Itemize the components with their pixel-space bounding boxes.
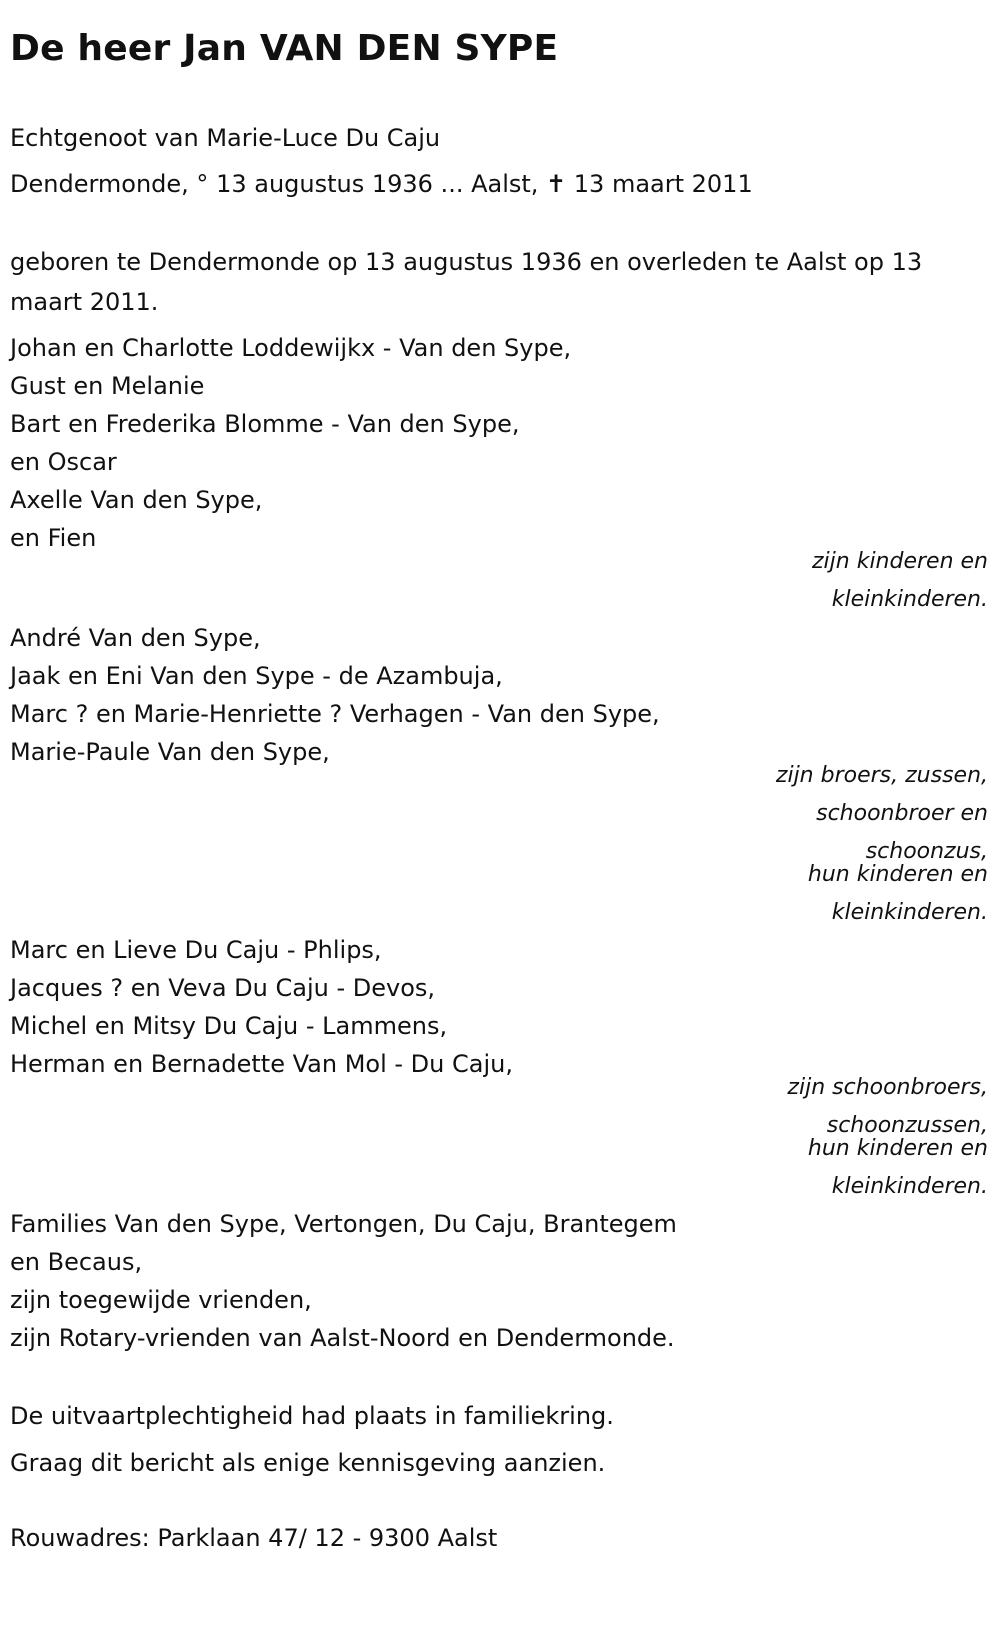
ceremony-line: De uitvaartplechtigheid had plaats in familiekring.	[10, 1402, 614, 1430]
in-laws-role-3: hun kinderen en	[807, 1136, 988, 1161]
children-role-1: zijn kinderen en	[812, 549, 988, 574]
siblings-role-4: hun kinderen en	[807, 862, 988, 887]
address-line: Rouwadres: Parklaan 47/ 12 - 9300 Aalst	[10, 1524, 498, 1552]
siblings-role-3: schoonzus,	[865, 839, 988, 864]
siblings-line-4: Marie-Paule Van den Sype,	[10, 738, 330, 766]
families-line-3: zijn toegewijde vrienden,	[10, 1286, 312, 1314]
children-line-5: Axelle Van den Sype,	[10, 486, 263, 514]
families-line-2: en Becaus,	[10, 1248, 143, 1276]
in-laws-line-4: Herman en Bernadette Van Mol - Du Caju,	[10, 1050, 513, 1078]
notice-line: Graag dit bericht als enige kennisgeving aanzien.	[10, 1449, 606, 1477]
siblings-role-1: zijn broers, zussen,	[775, 763, 988, 788]
children-line-4: en Oscar	[10, 448, 117, 476]
families-line-1: Families Van den Sype, Vertongen, Du Caju, Brantegem	[10, 1210, 677, 1238]
siblings-line-2: Jaak en Eni Van den Sype - de Azambuja,	[10, 662, 503, 690]
intro-paragraph: geboren te Dendermonde op 13 augustus 1936 en overleden te Aalst op 13 maart 2011.	[10, 248, 923, 316]
siblings-role-2: schoonbroer en	[816, 801, 988, 826]
children-line-2: Gust en Melanie	[10, 372, 205, 400]
children-line-6: en Fien	[10, 524, 97, 552]
children-line-1: Johan en Charlotte Loddewijkx - Van den Sype,	[10, 334, 572, 362]
in-laws-line-3: Michel en Mitsy Du Caju - Lammens,	[10, 1012, 448, 1040]
in-laws-role-1: zijn schoonbroers,	[787, 1075, 988, 1100]
children-role-2: kleinkinderen.	[831, 587, 988, 612]
families-line-4: zijn Rotary-vrienden van Aalst-Noord en Dendermonde.	[10, 1324, 675, 1352]
children-line-3: Bart en Frederika Blomme - Van den Sype,	[10, 410, 520, 438]
page-title: De heer Jan VAN DEN SYPE	[10, 28, 559, 69]
siblings-line-3: Marc ? en Marie-Henriette ? Verhagen - Van den Sype,	[10, 700, 660, 728]
spouse-line: Echtgenoot van Marie-Luce Du Caju	[10, 124, 441, 152]
in-laws-line-2: Jacques ? en Veva Du Caju - Devos,	[10, 974, 436, 1002]
siblings-line-1: André Van den Sype,	[10, 624, 261, 652]
dates-line: Dendermonde, ° 13 augustus 1936 ... Aalst, ✝ 13 maart 2011	[10, 170, 753, 198]
in-laws-role-2: schoonzussen,	[826, 1113, 988, 1138]
in-laws-line-1: Marc en Lieve Du Caju - Phlips,	[10, 936, 382, 964]
siblings-role-5: kleinkinderen.	[831, 900, 988, 925]
in-laws-role-4: kleinkinderen.	[831, 1174, 988, 1199]
